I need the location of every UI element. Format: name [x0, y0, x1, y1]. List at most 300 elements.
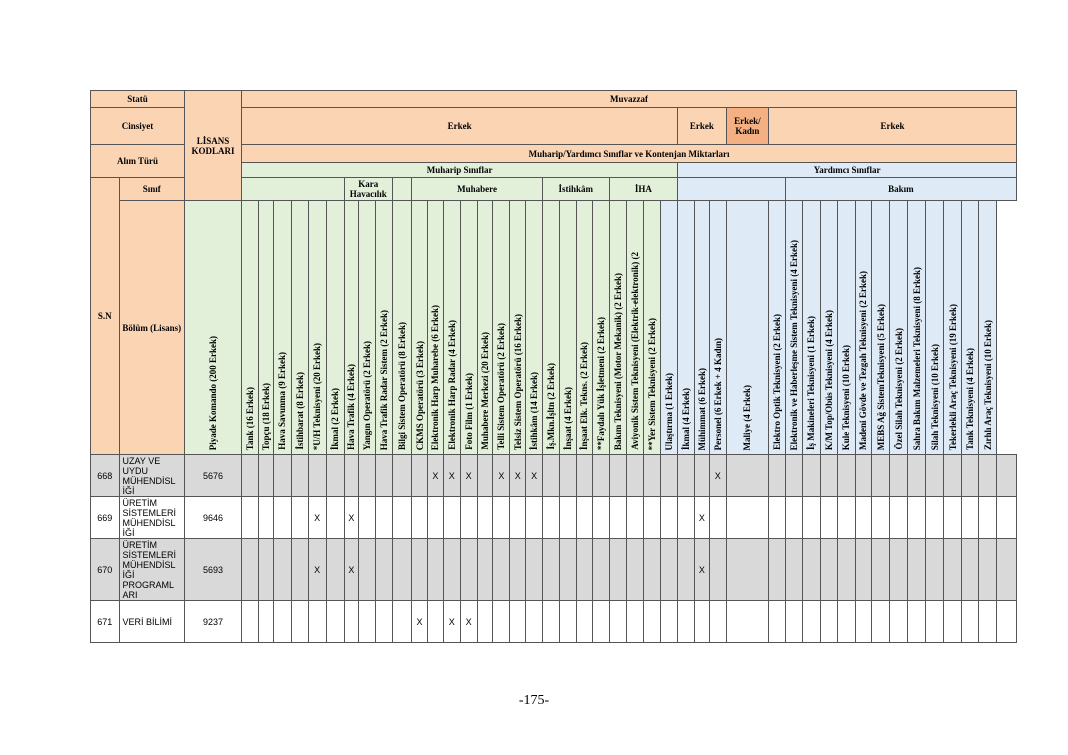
row-mark-cell: [837, 497, 855, 539]
row-mark-cell: [592, 539, 609, 601]
row-mark-cell: [242, 455, 259, 497]
bakim-header: Bakım: [785, 178, 1016, 201]
row-mark-cell: [802, 497, 820, 539]
column-header-label: Mühimmat (6 Erkek): [696, 367, 707, 450]
row-mark-cell: [493, 539, 510, 601]
row-mark-cell: [944, 497, 962, 539]
row-mark-cell: [576, 455, 592, 497]
row-mark-cell: [820, 497, 837, 539]
row-mark-cell: [627, 601, 644, 643]
row-mark-cell: [493, 497, 510, 539]
row-mark-cell: [837, 539, 855, 601]
column-header-label: İş.Mkn.İşltn (2 Erkek): [545, 363, 556, 450]
row-mark-cell: [785, 601, 802, 643]
column-header-43: [979, 201, 997, 455]
row-mark-cell: [576, 539, 592, 601]
row-mark-cell: [627, 455, 644, 497]
row-mark-cell: [412, 539, 428, 601]
row-mark-cell: [890, 497, 908, 539]
row-mark-cell: [344, 455, 359, 497]
row-mark-cell: [785, 539, 802, 601]
row-mark-cell: X: [526, 455, 543, 497]
row-mark-cell: [837, 601, 855, 643]
row-mark-cell: [559, 539, 576, 601]
row-mark-cell: [709, 601, 726, 643]
lisans-kodlari-header: LİSANS KODLARI: [185, 91, 242, 201]
row-mark-cell: [359, 601, 376, 643]
row-mark-cell: [242, 497, 259, 539]
column-header-15: [477, 201, 493, 455]
row-mark-cell: [412, 497, 428, 539]
istihkam-header: İstihkâm: [543, 178, 610, 201]
row-mark-cell: [326, 497, 344, 539]
row-sn: 669: [91, 497, 120, 539]
row-license-code: 5693: [185, 539, 242, 601]
row-mark-cell: [510, 539, 526, 601]
row-mark-cell: [962, 455, 979, 497]
column-header-label: Özel Silah Teknisyeni (2 Erkek): [893, 328, 904, 450]
row-mark-cell: [890, 539, 908, 601]
row-mark-cell: [526, 497, 543, 539]
row-mark-cell: [609, 455, 627, 497]
column-header-10: [393, 201, 412, 455]
cinsiyet-header: Cinsiyet: [91, 108, 185, 145]
bolum-header: Bölüm (Lisans): [119, 201, 185, 455]
statu-header: Statü: [91, 91, 185, 108]
row-mark-cell: [258, 455, 273, 497]
row-mark-cell: [872, 539, 890, 601]
column-header-label: Tank (16 Erkek): [245, 386, 256, 450]
row-mark-cell: [308, 601, 326, 643]
row-mark-cell: [726, 539, 768, 601]
row-mark-cell: [785, 455, 802, 497]
row-mark-cell: [997, 539, 1017, 601]
row-department: VERİ BİLİMİ: [119, 601, 185, 643]
column-header-3: [273, 201, 291, 455]
row-mark-cell: [477, 497, 493, 539]
row-mark-cell: [661, 539, 678, 601]
row-mark-cell: X: [460, 601, 477, 643]
column-header-label: Topçu (18 Erkek): [260, 382, 271, 450]
row-mark-cell: [609, 601, 627, 643]
row-mark-cell: [427, 539, 443, 601]
column-header-5: [308, 201, 326, 455]
row-mark-cell: [802, 539, 820, 601]
column-header-label: İnşaat Elk. Tekns. (2 Erkek): [579, 341, 590, 450]
column-header-28: [695, 201, 710, 455]
row-mark-cell: [802, 455, 820, 497]
row-mark-cell: X: [510, 455, 526, 497]
row-mark-cell: [908, 497, 926, 539]
row-mark-cell: X: [493, 455, 510, 497]
row-mark-cell: X: [308, 539, 326, 601]
row-mark-cell: [962, 539, 979, 601]
row-mark-cell: [460, 539, 477, 601]
row-mark-cell: [908, 539, 926, 601]
row-mark-cell: [979, 539, 997, 601]
row-mark-cell: [644, 497, 661, 539]
column-header-0: [185, 201, 242, 455]
column-header-label: MEBS Ağ SistemTeknisyeni (5 Erkek): [875, 303, 886, 450]
row-mark-cell: [592, 455, 609, 497]
row-mark-cell: [979, 455, 997, 497]
column-header-label: Silah Teknisyeni (10 Erkek): [929, 343, 940, 450]
row-mark-cell: [768, 455, 785, 497]
row-mark-cell: [609, 497, 627, 539]
row-mark-cell: [376, 455, 393, 497]
row-mark-cell: X: [308, 497, 326, 539]
gender-erkek-kadin: Erkek/ Kadın: [726, 108, 768, 145]
row-mark-cell: [627, 539, 644, 601]
column-header-30: [726, 201, 768, 455]
row-mark-cell: [291, 497, 308, 539]
row-mark-cell: [359, 497, 376, 539]
column-header-label: Telli Sistem Operatörü (2 Erkek): [496, 323, 507, 450]
column-header-label: Hava Trafik (4 Erkek): [346, 364, 357, 450]
row-mark-cell: [908, 601, 926, 643]
row-mark-cell: [526, 601, 543, 643]
gender-erkek-yardimci: Erkek: [678, 108, 727, 145]
row-mark-cell: [543, 539, 560, 601]
column-header-label: Piyade Komando (200 Erkek): [208, 335, 219, 450]
row-mark-cell: [997, 601, 1017, 643]
gender-erkek-muharip: Erkek: [242, 108, 678, 145]
column-header-20: [559, 201, 576, 455]
row-mark-cell: [926, 539, 944, 601]
row-mark-cell: [592, 601, 609, 643]
row-mark-cell: [427, 601, 443, 643]
alim-turu-header: Alım Türü: [91, 145, 185, 178]
kara-havacilik-header: Kara Havacılık: [344, 178, 393, 201]
column-header-label: Bilgi Sistem Operatörü (8 Erkek): [397, 322, 408, 450]
row-mark-cell: [962, 601, 979, 643]
row-mark-cell: [443, 539, 460, 601]
row-mark-cell: [291, 601, 308, 643]
column-header-8: [359, 201, 376, 455]
row-mark-cell: [510, 497, 526, 539]
row-mark-cell: [768, 497, 785, 539]
row-mark-cell: X: [695, 539, 710, 601]
row-mark-cell: [855, 455, 872, 497]
row-mark-cell: [376, 601, 393, 643]
row-mark-cell: [427, 497, 443, 539]
row-mark-cell: [820, 455, 837, 497]
column-header-label: *U/H Teknisyeni (20 Erkek): [312, 342, 323, 450]
column-header-label: Madeni Gövde ve Tezgah Teknisyeni (2 Erkek): [858, 270, 869, 450]
column-header-41: [944, 201, 962, 455]
row-mark-cell: [997, 497, 1017, 539]
row-mark-cell: [393, 497, 412, 539]
row-mark-cell: [678, 497, 695, 539]
row-mark-cell: [627, 497, 644, 539]
row-mark-cell: [678, 455, 695, 497]
column-header-label: Elektronik Harp Radar (4 Erkek): [446, 320, 457, 450]
row-sn: 670: [91, 539, 120, 601]
row-mark-cell: X: [344, 539, 359, 601]
column-header-label: Yangın Operatörü (2 Erkek): [362, 340, 373, 450]
row-mark-cell: [460, 497, 477, 539]
row-mark-cell: [559, 497, 576, 539]
column-header-39: [908, 201, 926, 455]
column-header-7: [344, 201, 359, 455]
row-sn: 671: [91, 601, 120, 643]
row-mark-cell: [726, 497, 768, 539]
column-header-label: Kule Teknisyeni (10 Erkek): [841, 344, 852, 450]
column-header-18: [526, 201, 543, 455]
row-mark-cell: [576, 497, 592, 539]
column-header-label: Sahra Bakım Malzemeleri Teknisyeni (8 Erkek): [911, 266, 922, 450]
column-header-40: [926, 201, 944, 455]
row-mark-cell: [644, 539, 661, 601]
column-header-26: [661, 201, 678, 455]
row-mark-cell: [393, 455, 412, 497]
row-mark-cell: [644, 455, 661, 497]
row-mark-cell: [855, 601, 872, 643]
row-mark-cell: [510, 601, 526, 643]
row-mark-cell: [962, 497, 979, 539]
column-header-33: [802, 201, 820, 455]
column-header-label: **Faydalı Yük İşletmeni (2 Erkek): [595, 316, 606, 450]
row-mark-cell: [308, 455, 326, 497]
muharip-header: Muharip Sınıflar: [242, 163, 678, 178]
column-header-label: **Yer Sistem Teknisyeni (2 Erkek): [647, 317, 658, 450]
row-mark-cell: [291, 539, 308, 601]
column-header-4: [291, 201, 308, 455]
yardimci-header: Yardımcı Sınıflar: [678, 163, 1017, 178]
row-mark-cell: [291, 455, 308, 497]
column-header-label: Tekerlekli Araç Teknisyeni (19 Erkek): [947, 303, 958, 450]
row-mark-cell: [592, 497, 609, 539]
row-mark-cell: X: [709, 455, 726, 497]
row-mark-cell: [242, 539, 259, 601]
row-mark-cell: [944, 539, 962, 601]
column-header-13: [443, 201, 460, 455]
column-header-label: Elektronik Harp Muharebe (6 Erkek): [430, 304, 441, 450]
row-mark-cell: [695, 455, 710, 497]
row-mark-cell: X: [460, 455, 477, 497]
row-mark-cell: [979, 497, 997, 539]
muvazzaf-header: Muvazzaf: [242, 91, 1017, 108]
column-header-24: [627, 201, 644, 455]
alim-detail-header: Muharip/Yardımcı Sınıflar ve Kontenjan Miktarları: [242, 145, 1017, 163]
row-mark-cell: [678, 539, 695, 601]
row-mark-cell: [709, 497, 726, 539]
row-mark-cell: [393, 601, 412, 643]
column-header-label: Muhabere Merkezi (20 Erkek): [479, 332, 490, 450]
row-sn: 668: [91, 455, 120, 497]
row-mark-cell: [802, 601, 820, 643]
column-header-label: Maliye (4 Erkek): [742, 384, 753, 450]
column-header-label: K/M Top/Obüs Teknisyeni (4 Erkek): [823, 309, 834, 450]
iha-header: İHA: [609, 178, 678, 201]
column-header-22: [592, 201, 609, 455]
row-mark-cell: [359, 455, 376, 497]
gender-erkek-bakim: Erkek: [768, 108, 1016, 145]
row-mark-cell: [477, 455, 493, 497]
row-mark-cell: [768, 601, 785, 643]
row-mark-cell: [393, 539, 412, 601]
row-mark-cell: [820, 539, 837, 601]
column-header-label: İstihbarat (8 Erkek): [294, 372, 305, 450]
row-mark-cell: [543, 601, 560, 643]
row-mark-cell: [997, 455, 1017, 497]
table-row: [91, 497, 1017, 539]
row-mark-cell: [326, 455, 344, 497]
row-mark-cell: [493, 601, 510, 643]
row-mark-cell: [872, 497, 890, 539]
row-mark-cell: [890, 455, 908, 497]
row-mark-cell: [543, 455, 560, 497]
column-header-label: Ulaştırma (1 Erkek): [664, 372, 675, 450]
column-header-label: Telsiz Sistem Operatörü (16 Erkek): [512, 313, 523, 450]
row-mark-cell: [695, 601, 710, 643]
group-blank-1: [242, 178, 344, 201]
row-license-code: 5676: [185, 455, 242, 497]
row-mark-cell: [443, 497, 460, 539]
column-header-label: İkmal (2 Erkek): [330, 387, 341, 450]
row-department: ÜRETİM SİSTEMLERİ MÜHENDİSL İĞİ: [119, 497, 185, 539]
column-header-label: Foto Film (1 Erkek): [463, 373, 474, 450]
column-header-label: Elektronik ve Haberleşme Sistem Teknisyeni (4 Erkek): [788, 239, 799, 450]
column-header-21: [576, 201, 592, 455]
column-header-34: [820, 201, 837, 455]
column-header-31: [768, 201, 785, 455]
column-header-label: Zırhlı Araç Teknisyeni (10 Erkek): [982, 319, 993, 450]
column-header-6: [326, 201, 344, 455]
row-mark-cell: [837, 455, 855, 497]
row-mark-cell: X: [695, 497, 710, 539]
column-header-42: [962, 201, 979, 455]
row-mark-cell: [576, 601, 592, 643]
row-mark-cell: [768, 539, 785, 601]
row-mark-cell: [908, 455, 926, 497]
column-header-label: Elektro Optik Teknisyeni (2 Erkek): [771, 314, 782, 450]
row-mark-cell: [344, 601, 359, 643]
group-blank-3: [678, 178, 786, 201]
sn-header: S.N: [91, 178, 120, 455]
row-mark-cell: [258, 601, 273, 643]
row-mark-cell: [559, 601, 576, 643]
column-header-9: [376, 201, 393, 455]
row-mark-cell: [944, 601, 962, 643]
row-department: UZAY VE UYDU MÜHENDİSL İĞİ: [119, 455, 185, 497]
column-header-label: Aviyonik Sistem Teknisyeni (Elektrik-elektronik) (2: [630, 252, 641, 450]
row-mark-cell: [709, 539, 726, 601]
row-license-code: 9646: [185, 497, 242, 539]
row-mark-cell: [609, 539, 627, 601]
row-mark-cell: X: [443, 601, 460, 643]
row-mark-cell: [376, 539, 393, 601]
row-mark-cell: X: [443, 455, 460, 497]
row-mark-cell: [926, 497, 944, 539]
column-header-label: Hava Savunma (9 Erkek): [277, 352, 288, 450]
column-header-35: [837, 201, 855, 455]
row-mark-cell: [926, 601, 944, 643]
group-blank-2: [393, 178, 412, 201]
page-number: -175-: [518, 693, 550, 708]
row-mark-cell: [273, 497, 291, 539]
column-header-19: [543, 201, 560, 455]
row-mark-cell: [890, 601, 908, 643]
quota-table: [90, 90, 1017, 643]
row-mark-cell: [979, 601, 997, 643]
row-mark-cell: [644, 601, 661, 643]
row-mark-cell: [326, 601, 344, 643]
row-mark-cell: [242, 601, 259, 643]
table-row: [91, 539, 1017, 601]
row-mark-cell: [726, 601, 768, 643]
column-header-label: İş Makineleri Teknisyeni (1 Erkek): [806, 315, 817, 450]
column-header-label: CKMS Operatörü (3 Erkek): [414, 340, 425, 450]
row-mark-cell: X: [344, 497, 359, 539]
row-mark-cell: [785, 497, 802, 539]
table-row: [91, 601, 1017, 643]
column-header-38: [890, 201, 908, 455]
row-mark-cell: [326, 539, 344, 601]
table-row: [91, 455, 1017, 497]
row-department: ÜRETİM SİSTEMLERİ MÜHENDİSL İĞİ PROGRAML ARI: [119, 539, 185, 601]
row-mark-cell: [661, 497, 678, 539]
row-mark-cell: [872, 455, 890, 497]
row-mark-cell: X: [427, 455, 443, 497]
row-mark-cell: [477, 601, 493, 643]
row-mark-cell: [855, 497, 872, 539]
column-header-37: [872, 201, 890, 455]
row-mark-cell: [273, 601, 291, 643]
row-license-code: 9237: [185, 601, 242, 643]
column-header-23: [609, 201, 627, 455]
column-header-12: [427, 201, 443, 455]
row-mark-cell: [376, 497, 393, 539]
column-header-16: [493, 201, 510, 455]
muhabere-header: Muhabere: [412, 178, 543, 201]
row-mark-cell: [926, 455, 944, 497]
row-mark-cell: [543, 497, 560, 539]
column-header-label: Hava Trafik Radar Sistem (2 Erkek): [379, 309, 390, 450]
column-header-14: [460, 201, 477, 455]
sinif-header: Sınıf: [119, 178, 185, 201]
column-header-25: [644, 201, 661, 455]
column-header-label: Tank Teknisyeni (4 Erkek): [965, 348, 976, 450]
column-header-36: [855, 201, 872, 455]
row-mark-cell: [273, 455, 291, 497]
column-header-32: [785, 201, 802, 455]
row-mark-cell: [559, 455, 576, 497]
column-header-label: Bakım Teknisyeni (Motor Mekanik) (2 Erkek): [613, 272, 623, 450]
column-header-label: İstihkâm (14 Erkek): [529, 371, 540, 450]
row-mark-cell: [855, 539, 872, 601]
row-mark-cell: [678, 601, 695, 643]
row-mark-cell: [726, 455, 768, 497]
row-mark-cell: [273, 539, 291, 601]
row-mark-cell: [820, 601, 837, 643]
row-mark-cell: [944, 455, 962, 497]
row-mark-cell: [258, 539, 273, 601]
column-header-1: [242, 201, 259, 455]
column-header-2: [258, 201, 273, 455]
column-header-17: [510, 201, 526, 455]
row-mark-cell: [477, 539, 493, 601]
row-mark-cell: [872, 601, 890, 643]
row-mark-cell: X: [412, 601, 428, 643]
row-mark-cell: [412, 455, 428, 497]
row-mark-cell: [661, 601, 678, 643]
column-header-11: [412, 201, 428, 455]
column-header-label: İnşaat (4 Erkek): [562, 386, 573, 450]
row-mark-cell: [359, 539, 376, 601]
row-mark-cell: [526, 539, 543, 601]
column-header-27: [678, 201, 695, 455]
